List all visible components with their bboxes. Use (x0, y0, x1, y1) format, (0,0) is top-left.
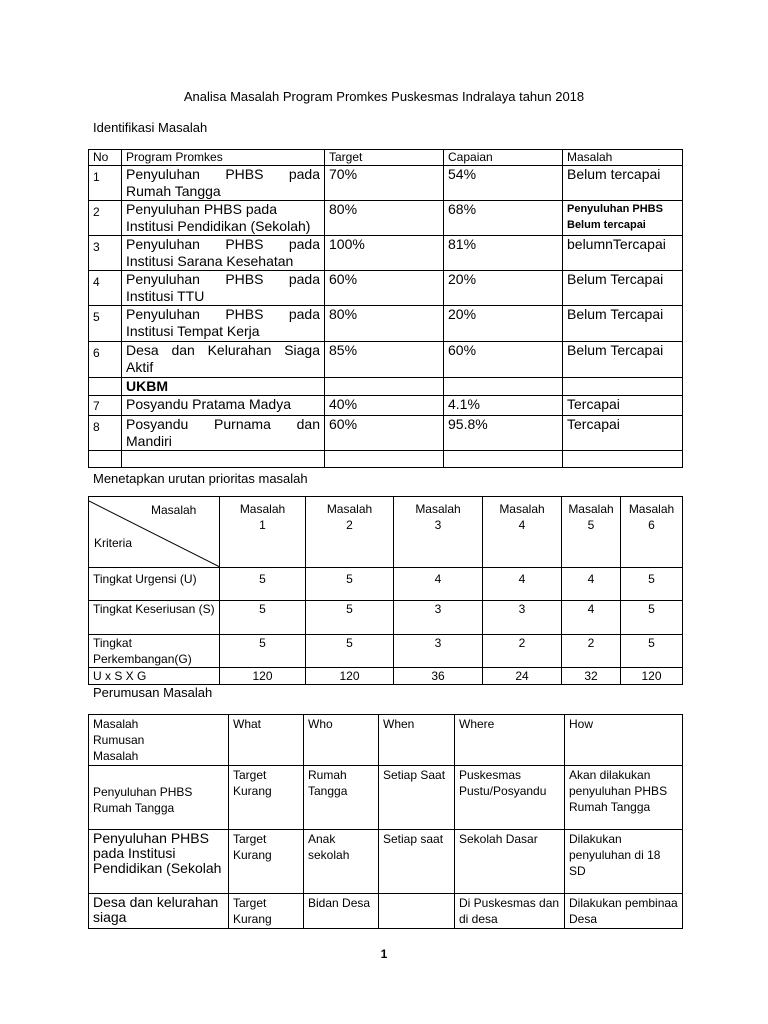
kriteria-label: Tingkat Perkembangan(G) (89, 635, 220, 668)
row-number: 5 (89, 306, 122, 342)
column-header: Masalah 3 (394, 497, 483, 568)
table-header-row (89, 497, 683, 568)
score-cell: 4 (483, 568, 562, 601)
table-header-row (89, 150, 683, 166)
table-row (89, 271, 683, 306)
score-cell: 120 (306, 668, 394, 685)
section-label: UKBM (122, 378, 325, 396)
score-cell: 3 (394, 601, 483, 635)
masalah-cell: Tercapai (563, 416, 683, 451)
masalah-cell: Penyuluhan PHBS Rumah Tangga (89, 766, 229, 830)
who-cell: Anak sekolah (304, 830, 379, 894)
program-cell: Penyuluhan PHBS pada Institusi Sarana Kesehatan (122, 236, 325, 271)
masalah-cell: Penyuluhan PHBS Belum tercapai (563, 201, 683, 236)
identifikasi-table (88, 149, 683, 468)
row-number: 1 (89, 166, 122, 201)
score-cell: 5 (306, 568, 394, 601)
table-row (89, 601, 683, 635)
score-cell: 4 (562, 601, 621, 635)
row-number: 2 (89, 201, 122, 236)
score-cell: 5 (621, 601, 683, 635)
column-header: Masalah 5 (562, 497, 621, 568)
corner-header (89, 497, 220, 568)
row-number: 6 (89, 342, 122, 378)
column-header: What (229, 715, 304, 766)
corner-label-masalah: Masalah (151, 503, 197, 517)
column-header: Program Promkes (122, 150, 325, 166)
program-cell: Desa dan Kelurahan Siaga Aktif (122, 342, 325, 378)
table-row-empty (89, 451, 683, 468)
score-cell: 120 (220, 668, 306, 685)
where-cell: Puskesmas Pustu/Posyandu (455, 766, 565, 830)
program-cell: Posyandu Pratama Madya (122, 396, 325, 416)
page-number: 1 (380, 947, 388, 961)
when-cell: Setiap Saat (379, 766, 455, 830)
table-row (89, 635, 683, 668)
table-row (89, 894, 683, 929)
section-heading-perumusan: Perumusan Masalah (93, 685, 213, 700)
column-header: Masalah 1 (220, 497, 306, 568)
program-cell: Penyuluhan PHBS pada Rumah Tangga (122, 166, 325, 201)
row-number: 8 (89, 416, 122, 451)
how-cell: Dilakukan pembinaa Desa (565, 894, 683, 929)
masalah-cell: belumnTercapai (563, 236, 683, 271)
score-cell: 32 (562, 668, 621, 685)
program-cell: Penyuluhan PHBS pada Institusi TTU (122, 271, 325, 306)
score-cell: 5 (220, 568, 306, 601)
row-number: 3 (89, 236, 122, 271)
program-cell: Penyuluhan PHBS pada Institusi Tempat Kerja (122, 306, 325, 342)
capaian-cell: 81% (444, 236, 563, 271)
table-row (89, 166, 683, 201)
table-row (89, 830, 683, 894)
who-cell: Rumah Tangga (304, 766, 379, 830)
column-header: Masalah 2 (306, 497, 394, 568)
column-header: Masalah 6 (621, 497, 683, 568)
column-header: Masalah (563, 150, 683, 166)
capaian-cell: 20% (444, 271, 563, 306)
capaian-cell: 68% (444, 201, 563, 236)
masalah-cell: Belum tercapai (563, 166, 683, 201)
capaian-cell: 95.8% (444, 416, 563, 451)
table-row (89, 236, 683, 271)
how-cell: Akan dilakukan penyuluhan PHBS Rumah Tangga (565, 766, 683, 830)
row-number: 4 (89, 271, 122, 306)
column-header: Who (304, 715, 379, 766)
column-header: Masalah Rumusan Masalah (89, 715, 229, 766)
score-cell: 3 (394, 635, 483, 668)
target-cell: 100% (325, 236, 444, 271)
who-cell: Bidan Desa (304, 894, 379, 929)
table-row (89, 416, 683, 451)
what-cell: Target Kurang (229, 766, 304, 830)
kriteria-label: Tingkat Keseriusan (S) (89, 601, 220, 635)
masalah-cell: Tercapai (563, 396, 683, 416)
program-cell: Posyandu Purnama dan Mandiri (122, 416, 325, 451)
score-cell: 2 (562, 635, 621, 668)
section-heading-identifikasi: Identifikasi Masalah (93, 120, 208, 135)
capaian-cell: 4.1% (444, 396, 563, 416)
target-cell: 60% (325, 416, 444, 451)
where-cell: Di Puskesmas dan di desa (455, 894, 565, 929)
score-cell: 3 (483, 601, 562, 635)
masalah-cell: Belum Tercapai (563, 306, 683, 342)
masalah-cell: Desa dan kelurahan siaga (89, 894, 229, 929)
score-cell: 120 (621, 668, 683, 685)
score-cell: 5 (306, 601, 394, 635)
table-row (89, 396, 683, 416)
perumusan-table (88, 714, 683, 929)
where-cell: Sekolah Dasar (455, 830, 565, 894)
what-cell: Target Kurang (229, 894, 304, 929)
table-row (89, 342, 683, 378)
score-cell: 4 (394, 568, 483, 601)
prioritas-table (88, 496, 683, 685)
program-cell: Penyuluhan PHBS pada Institusi Pendidikan (Sekolah) (122, 201, 325, 236)
column-header: Capaian (444, 150, 563, 166)
score-cell: 5 (306, 635, 394, 668)
target-cell: 85% (325, 342, 444, 378)
table-row-total (89, 668, 683, 685)
row-number: 7 (89, 396, 122, 416)
how-cell: Dilakukan penyuluhan di 18 SD (565, 830, 683, 894)
score-cell: 4 (562, 568, 621, 601)
target-cell: 40% (325, 396, 444, 416)
table-header-row (89, 715, 683, 766)
page-title: Analisa Masalah Program Promkes Puskesmas Indralaya tahun 2018 (183, 89, 585, 104)
table-row (89, 766, 683, 830)
score-cell: 5 (621, 568, 683, 601)
score-cell: 24 (483, 668, 562, 685)
corner-label-kriteria: Kriteria (94, 536, 133, 550)
capaian-cell: 60% (444, 342, 563, 378)
when-cell (379, 894, 455, 929)
masalah-cell: Belum Tercapai (563, 342, 683, 378)
section-heading-prioritas: Menetapkan urutan prioritas masalah (93, 471, 308, 486)
when-cell: Setiap saat (379, 830, 455, 894)
target-cell: 70% (325, 166, 444, 201)
target-cell: 80% (325, 306, 444, 342)
score-cell: 36 (394, 668, 483, 685)
target-cell: 60% (325, 271, 444, 306)
what-cell: Target Kurang (229, 830, 304, 894)
score-cell: 2 (483, 635, 562, 668)
score-cell: 5 (220, 635, 306, 668)
target-cell: 80% (325, 201, 444, 236)
score-cell: 5 (220, 601, 306, 635)
column-header: When (379, 715, 455, 766)
column-header: Target (325, 150, 444, 166)
column-header: No (89, 150, 122, 166)
column-header: How (565, 715, 683, 766)
masalah-cell: Belum Tercapai (563, 271, 683, 306)
kriteria-label: U x S X G (89, 668, 220, 685)
score-cell: 5 (621, 635, 683, 668)
table-row (89, 306, 683, 342)
column-header: Masalah 4 (483, 497, 562, 568)
capaian-cell: 20% (444, 306, 563, 342)
table-row (89, 201, 683, 236)
capaian-cell: 54% (444, 166, 563, 201)
column-header: Where (455, 715, 565, 766)
masalah-cell: Penyuluhan PHBS pada Institusi Pendidikan (Sekolah (89, 830, 229, 894)
kriteria-label: Tingkat Urgensi (U) (89, 568, 220, 601)
table-section-row (89, 378, 683, 396)
table-row (89, 568, 683, 601)
